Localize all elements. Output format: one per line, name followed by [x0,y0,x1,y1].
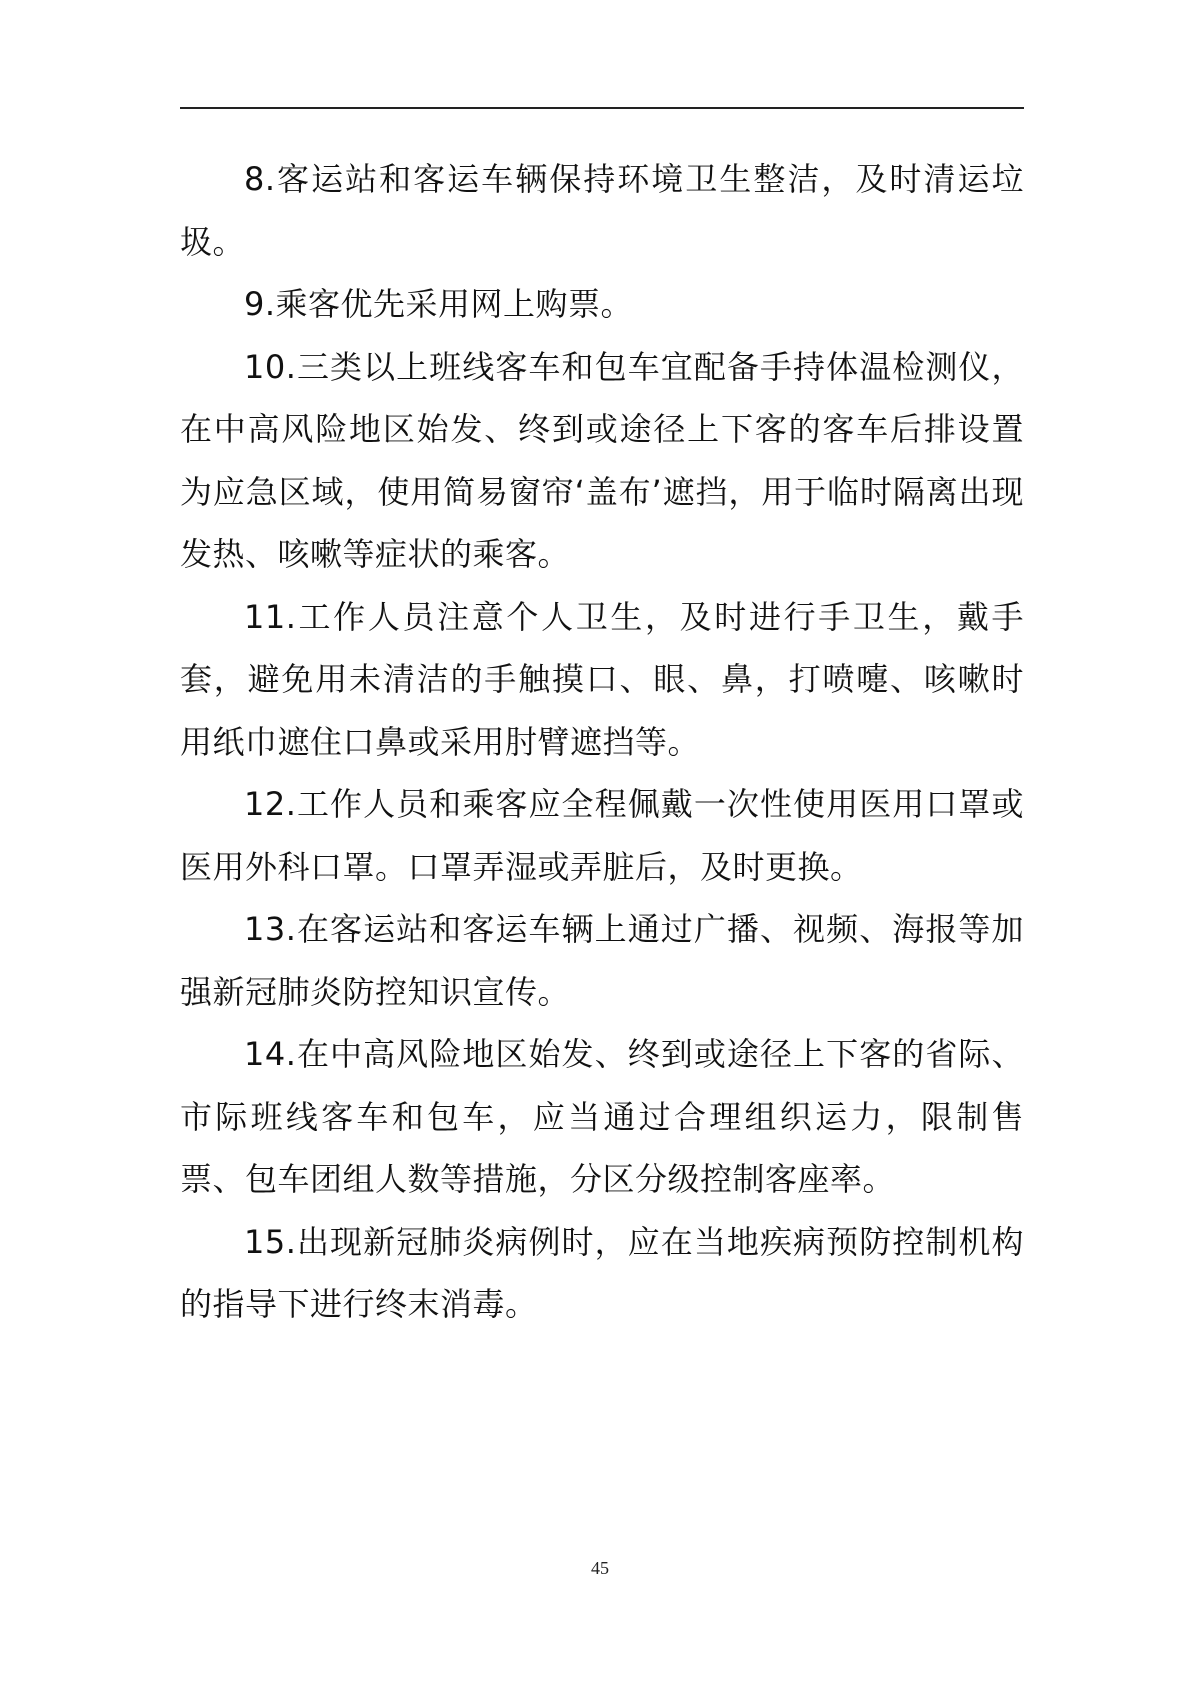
paragraph-item-9: 9.乘客优先采用网上购票。 [244,285,634,323]
paragraph-item-14: 14.在中高风险地区始发、终到或途径上下客的省际、市际班线客车和包车，应当通过合理组织运力，限制售票、包车团组人数等措施，分区分级控制客座率。 [180,1035,1024,1198]
paragraph-item-10: 10.三类以上班线客车和包车宜配备手持体温检测仪，在中高风险地区始发、终到或途径上下客的客车后排设置为应急区域，使用简易窗帘‘盖布’遮挡，用于临时隔离出现发热、咳嗽等症状的乘客。 [180,347,1024,573]
page-number: 45 [591,1558,609,1578]
paragraph-item-15: 15.出现新冠肺炎病例时，应在当地疾病预防控制机构的指导下进行终末消毒。 [180,1222,1024,1323]
paragraph-item-11: 11.工作人员注意个人卫生，及时进行手卫生，戴手套，避免用未清洁的手触摸口、眼、鼻，打喷嚏、咳嗽时用纸巾遮住口鼻或采用肘臂遮挡等。 [180,597,1024,761]
paragraph-item-13: 13.在客运站和客运车辆上通过广播、视频、海报等加强新冠肺炎防控知识宣传。 [180,910,1024,1011]
document-body [180,148,1024,1336]
header-rule [180,107,1024,109]
paragraph-item-12: 12.工作人员和乘客应全程佩戴一次性使用医用口罩或医用外科口罩。口罩弄湿或弄脏后，及时更换。 [180,785,1024,886]
paragraph-item-8: 8.客运站和客运车辆保持环境卫生整洁，及时清运垃圾。 [180,160,1024,261]
